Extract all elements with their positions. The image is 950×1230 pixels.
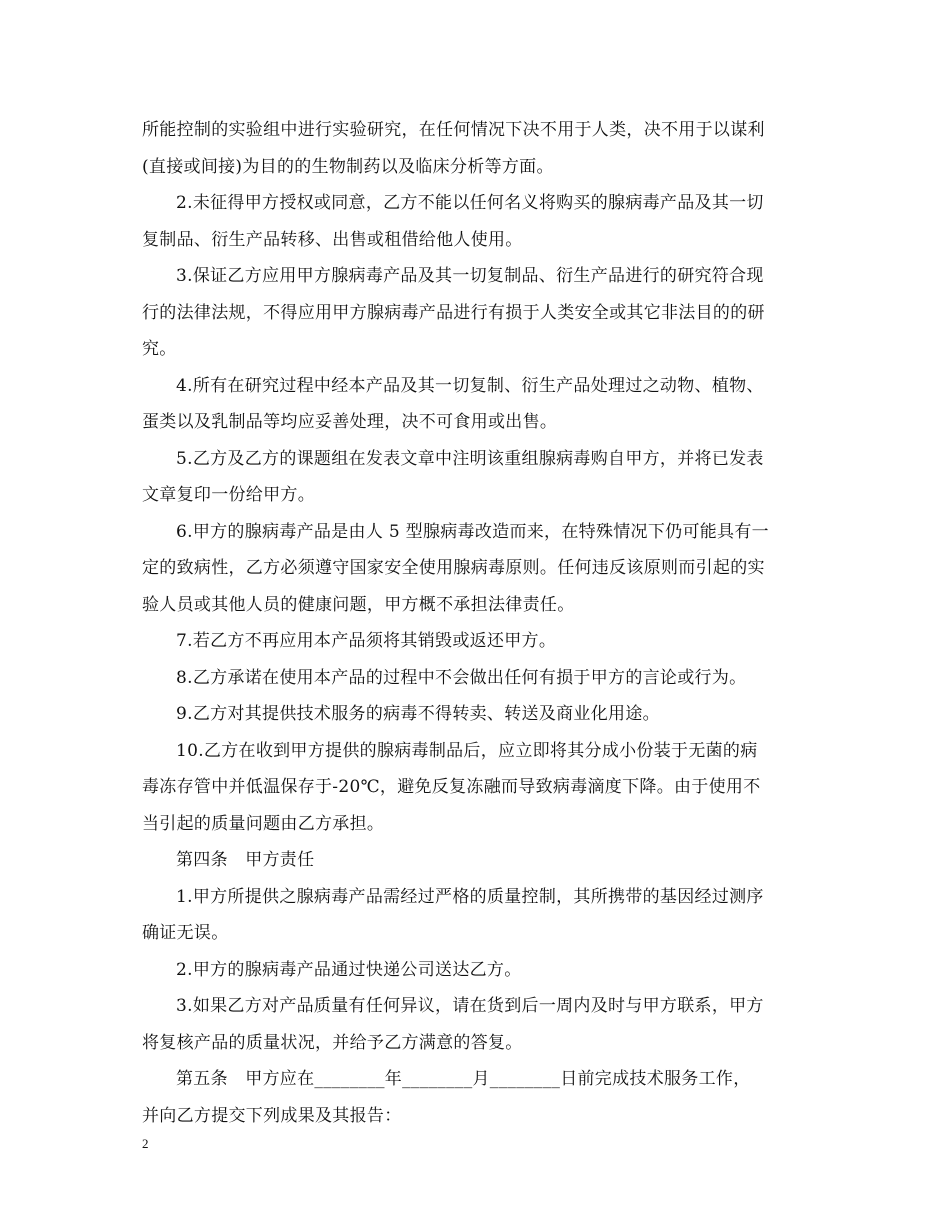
text-line: 2.未征得甲方授权或同意，乙方不能以任何名义将购买的腺病毒产品及其一切 bbox=[176, 193, 764, 213]
text-line: 行的法律法规，不得应用甲方腺病毒产品进行有损于人类安全或其它非法目的的研 bbox=[142, 302, 765, 323]
text-line: 7.若乙方不再应用本产品须将其销毁或返还甲方。 bbox=[176, 631, 557, 651]
text-line: 当引起的质量问题由乙方承担。 bbox=[142, 813, 385, 834]
text-line: 5.乙方及乙方的课题组在发表文章中注明该重组腺病毒购自甲方，并将已发表 bbox=[176, 448, 764, 469]
page-number: 2 bbox=[142, 1136, 149, 1151]
text-line: 2.甲方的腺病毒产品通过快递公司送达乙方。 bbox=[176, 959, 522, 980]
text-line: (直接或间接)为目的的生物制药以及临床分析等方面。 bbox=[142, 156, 554, 177]
section-heading: 第四条 甲方责任 bbox=[176, 850, 315, 870]
text-line: 究。 bbox=[142, 339, 177, 359]
text-line: 9.乙方对其提供技术服务的病毒不得转卖、转送及商业化用途。 bbox=[176, 704, 660, 724]
text-line: 4.所有在研究过程中经本产品及其一切复制、衍生产品处理过之动物、植物、 bbox=[176, 375, 764, 396]
text-line: 8.乙方承诺在使用本产品的过程中不会做出任何有损于甲方的言论或行为。 bbox=[176, 667, 747, 688]
text-line: 3.如果乙方对产品质量有任何异议，请在货到后一周内及时与甲方联系，甲方 bbox=[176, 996, 764, 1016]
text-line: 10.乙方在收到甲方提供的腺病毒制品后，应立即将其分成小份装于无菌的病 bbox=[176, 740, 758, 761]
document-body bbox=[142, 112, 812, 1134]
text-line: 确证无误。 bbox=[142, 923, 229, 943]
text-line: 将复核产品的质量状况，并给予乙方满意的答复。 bbox=[142, 1032, 523, 1053]
text-line: 定的致病性，乙方必须遵守国家安全使用腺病毒原则。任何违反该原则而引起的实 bbox=[142, 558, 765, 578]
text-line: 蛋类以及乳制品等均应妥善处理，决不可食用或出售。 bbox=[142, 412, 558, 432]
text-line: 复制品、衍生产品转移、出售或租借给他人使用。 bbox=[142, 229, 523, 250]
text-line: 毒冻存管中并低温保存于-20℃，避免反复冻融而导致病毒滴度下降。由于使用不 bbox=[142, 777, 761, 797]
text-line: 验人员或其他人员的健康问题，甲方概不承担法律责任。 bbox=[142, 594, 575, 615]
text-line: 3.保证乙方应用甲方腺病毒产品及其一切复制品、衍生产品进行的研究符合现 bbox=[176, 266, 764, 286]
text-line: 6.甲方的腺病毒产品是由人 5 型腺病毒改造而来，在特殊情况下仍可能具有一 bbox=[176, 521, 769, 542]
text-line: 文章复印一份给甲方。 bbox=[142, 485, 315, 505]
section-heading: 第五条 甲方应在________年________月________日前完成技术服务工作， bbox=[176, 1069, 751, 1089]
text-line: 所能控制的实验组中进行实验研究，在任何情况下决不用于人类，决不用于以谋利 bbox=[142, 120, 765, 140]
text-line: 并向乙方提交下列成果及其报告： bbox=[142, 1105, 402, 1126]
text-line: 1.甲方所提供之腺病毒产品需经过严格的质量控制，其所携带的基因经过测序 bbox=[176, 886, 764, 907]
